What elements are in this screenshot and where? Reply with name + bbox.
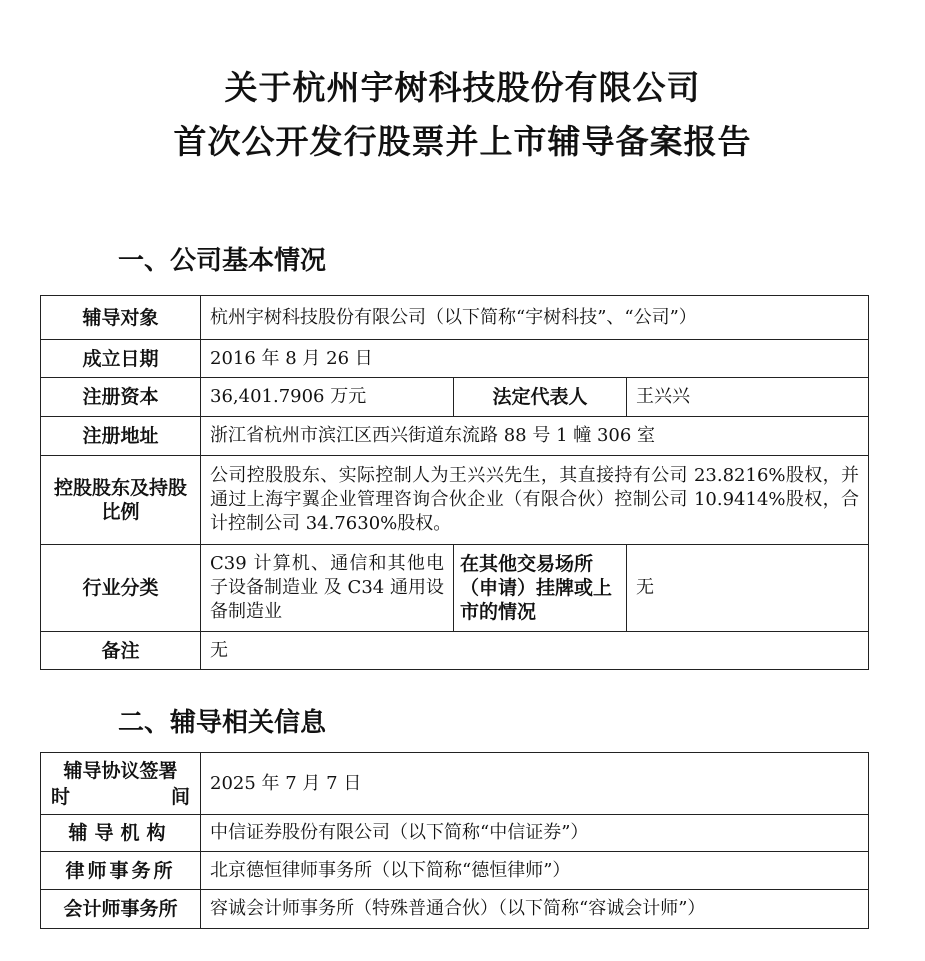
law-firm-value: 北京德恒律师事务所（以下简称“德恒律师”） bbox=[201, 852, 869, 890]
section1-heading: 一、公司基本情况 bbox=[118, 246, 327, 276]
holder-value: 公司控股股东、实际控制人为王兴兴先生，其直接持有公司 23.8216%股权，并通过上海宇翼企业管理咨询合伙企业（有限合伙）控制公司 10.9414%股权，合计控制公司 34.7630%股权。 bbox=[201, 456, 869, 545]
accounting-firm-value: 容诚会计师事务所（特殊普通合伙）（以下简称“容诚会计师”） bbox=[201, 890, 869, 929]
document-title-line2: 首次公开发行股票并上市辅导备案报告 bbox=[173, 122, 752, 161]
capital-label: 注册资本 bbox=[41, 378, 201, 417]
table-row bbox=[41, 753, 869, 815]
agency-value: 中信证券股份有限公司（以下简称“中信证券”） bbox=[201, 815, 869, 852]
table-row bbox=[41, 852, 869, 890]
table-row bbox=[41, 890, 869, 929]
sign-time-label-line2 bbox=[45, 784, 196, 810]
table-row bbox=[41, 815, 869, 852]
sign-time-label-shi: 时 bbox=[51, 785, 71, 808]
sign-time-value: 2025 年 7 月 7 日 bbox=[201, 753, 869, 815]
table-row bbox=[41, 545, 869, 632]
sign-time-label-line1: 辅导协议签署 bbox=[63, 759, 178, 782]
remark-label: 备注 bbox=[41, 632, 201, 670]
law-firm-label: 律师事务所 bbox=[41, 852, 201, 890]
legal-rep-value: 王兴兴 bbox=[627, 378, 869, 417]
industry-label: 行业分类 bbox=[41, 545, 201, 632]
capital-value: 36,401.7906 万元 bbox=[201, 378, 454, 417]
other-listing-value: 无 bbox=[627, 545, 869, 632]
target-label: 辅导对象 bbox=[41, 296, 201, 340]
founded-value: 2016 年 8 月 26 日 bbox=[201, 340, 869, 378]
agency-label: 辅导机构 bbox=[41, 815, 201, 852]
target-value: 杭州宇树科技股份有限公司（以下简称“宇树科技”、“公司”） bbox=[201, 296, 869, 340]
table-row bbox=[41, 296, 869, 340]
legal-rep-label: 法定代表人 bbox=[454, 378, 627, 417]
document-title-line1: 关于杭州宇树科技股份有限公司 bbox=[224, 68, 701, 107]
industry-value: C39 计算机、通信和其他电子设备制造业 及 C34 通用设备制造业 bbox=[201, 545, 454, 632]
other-listing-label: 在其他交易场所（申请）挂牌或上市的情况 bbox=[454, 545, 627, 632]
company-basic-info-table bbox=[40, 295, 869, 670]
counseling-info-table bbox=[40, 752, 869, 929]
sign-time-label bbox=[41, 753, 201, 815]
remark-value: 无 bbox=[201, 632, 869, 670]
table-row bbox=[41, 340, 869, 378]
accounting-firm-label: 会计师事务所 bbox=[41, 890, 201, 929]
table-row bbox=[41, 417, 869, 456]
address-value: 浙江省杭州市滨江区西兴街道东流路 88 号 1 幢 306 室 bbox=[201, 417, 869, 456]
table-row bbox=[41, 456, 869, 545]
holder-label: 控股股东及持股比例 bbox=[41, 456, 201, 545]
table-row bbox=[41, 378, 869, 417]
section2-heading: 二、辅导相关信息 bbox=[118, 708, 327, 738]
table-row bbox=[41, 632, 869, 670]
sign-time-label-jian: 间 bbox=[170, 785, 190, 808]
founded-label: 成立日期 bbox=[41, 340, 201, 378]
address-label: 注册地址 bbox=[41, 417, 201, 456]
